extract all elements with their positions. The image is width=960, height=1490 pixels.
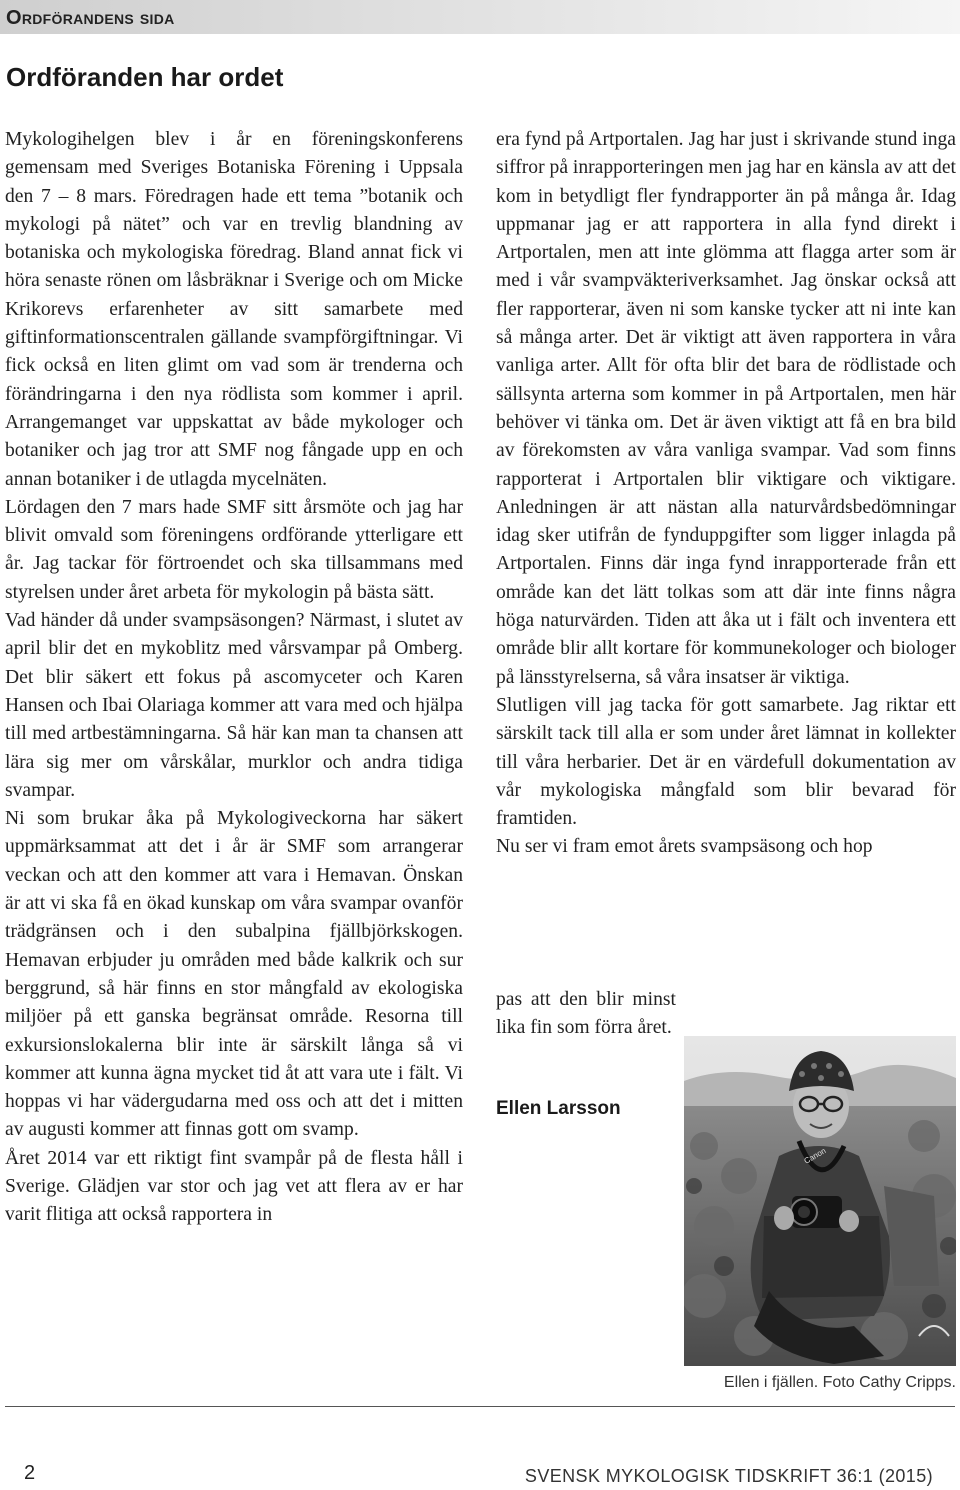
- author-photo: [684, 1036, 956, 1366]
- paragraph: Mykologihelgen blev i år en föreningskonferens gemensam med Sveriges Botaniska Förening i Uppsala den 7 – 8 mars. Föredragen hade ett tema ”botanik och mykologi på nätet” och var en trevlig blandning av botaniska och mykologiska föredrag. Bland annat fick vi höra senaste rönen om låsbräknar i Sverige och om Micke Krikorevs erfarenheter av sitt samarbete med giftinformationscentralen gällande svampförgiftningar. Vi fick också en liten glimt om vad som är trenderna och förändringarna i den nya rödlista som kommer i april. Arrangemanget var uppskattat av både mykologer och botaniker och jag tror att SMF nog fångade upp en och annan botaniker i de utlagda mycelnäten.: [5, 129, 463, 490]
- paragraph: Ni som brukar åka på Mykologiveckorna har säkert uppmärksammat att det i år är SMF som arrangerar veckan och att den kommer att vara i Hemavan. Önskan är att vi ska få en ökad kunskap om våra svampar ovanför trädgränsen och i den subalpina fjällbjörkskogen. Hemavan erbjuder ju områden med både kalkrik och sur berggrund, så här finns en stor mångfald av ekologiska miljöer på ett ganska begränsat område. Resorna till exkursionslokalerna blir inte är särskilt långa så vi kommer att kunna ägna mycket tid åt att vara ute i fält. Vi hoppas vi har vädergudarna med oss och att det i mitten av augusti kommer att finnas gott om svamp.: [5, 808, 463, 1141]
- paragraph: era fynd på Artportalen. Jag har just i skrivande stund inga siffror på inrapporteringen men jag har en känsla av att det kom in betydligt fler fyndrapporter än på många år. Idag uppmanar jag er att rapportera in alla fynd direkt i Artportalen, men att inte glömma att flagga arter som är med i vår svampväkteriverksamhet. Jag önskar också att fler rapporterar, även ni som kanske tycker att ni inte kan så många arter. Det är viktigt att även rapportera in våra vanliga arter. Allt för ofta blir det bara de rödlistade och sällsynta arterna som kommer in på Artportalen, men här behöver vi tänka om. Det är även viktigt att få en bra bild av förekomsten av våra vanliga svampar. Vad som finns rapporterat i Artportalen blir viktigare och viktigare. Anledningen är att nästan alla naturvårdsbedömningar idag sker utifrån de fynduppgifter som ligger inlagda på Artportalen. Finns där inga fynd inrapporterade från ett område kan det lätt tolkas som att där inte finns några höga naturvärden. Tiden att åka ut i fält och inventera ett område blir allt kortare för kommunekologer och biologer på länsstyrelserna, så våra insatser är viktiga.: [496, 129, 956, 688]
- paragraph: Slutligen vill jag tacka för gott samarbete. Jag riktar ett särskilt tack till alla er som under året lämnat in kollekter till våra herbarier. Det är en värdefull dokumentation av vår mykologiska mångfald som blir bevarad för framtiden.: [496, 694, 956, 830]
- closing-text: [496, 986, 676, 1043]
- paragraph: pas att den blir minst lika fin som förra året.: [496, 989, 676, 1039]
- journal-name: SVENSK MYKOLOGISK TIDSKRIFT 36:1 (2015): [524, 1466, 933, 1486]
- section-header-bar: [0, 0, 960, 34]
- footer-divider: [5, 1406, 955, 1407]
- author-signature: Ellen Larsson: [496, 1098, 621, 1119]
- article-title: Ordföranden har ordet: [6, 62, 284, 92]
- left-column: [5, 126, 463, 1230]
- strap-text: Canon: [802, 1146, 828, 1166]
- photo-caption: Ellen i fjällen. Foto Cathy Cripps.: [723, 1374, 956, 1391]
- paragraph: Vad händer då under svampsäsongen? Närmast, i slutet av april blir det en mykoblitz med vårsvampar på Omberg. Det blir säkert ett fokus på ascomyceter och Karen Hansen och Ibai Olariaga kommer att vara med och hjälpa till med artbestämningarna. Så här kan man ta chansen att lära sig mer om vårskålar, murklor och andra tidiga svampar.: [5, 610, 463, 801]
- page-number: 2: [24, 1462, 36, 1484]
- paragraph: Nu ser vi fram emot årets svampsäsong och hop: [496, 836, 873, 858]
- paragraph: Året 2014 var ett riktigt fint svampår på de flesta håll i Sverige. Glädjen var stor och jag vet att flera av er har varit flitiga att också rapportera in: [5, 1147, 463, 1226]
- paragraph: Lördagen den 7 mars hade SMF sitt årsmöte och jag har blivit omvald som föreningens ordförande ytterligare ett år. Jag tackar för förtroendet och ska tillsammans med styrelsen under året arbeta för mykologin på bästa sätt.: [5, 496, 463, 603]
- section-header: Ordförandens sida: [6, 7, 175, 29]
- right-column: [496, 126, 956, 862]
